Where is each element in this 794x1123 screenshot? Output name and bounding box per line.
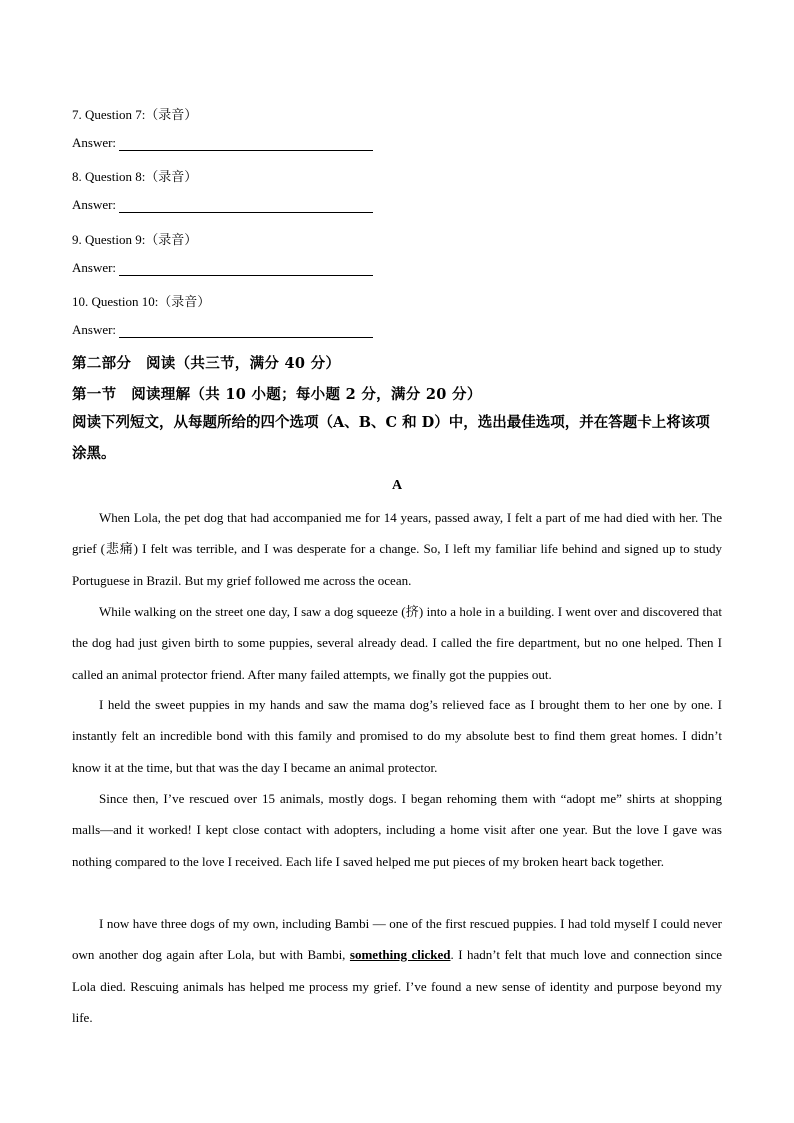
answer-line-7 (72, 135, 373, 151)
paragraph-5-text-end: . I hadn’t felt that much love and connection since Lola died. Rescuing animals has helped me process my grief. I’ve found a new sense of identity and purpose beyond my life. (72, 947, 722, 1025)
answer-label: Answer: (72, 260, 117, 275)
question-7: 7. Question 7:（录音） (72, 107, 198, 122)
section-heading: 第一节 阅读理解（共 10 小题；每小题 2 分，满分 20 分） (72, 386, 482, 403)
paragraph-4: Since then, I’ve rescued over 15 animals, mostly dogs. I began rehoming them with “adopt me” shirts at shopping malls—and it worked! I kept close contact with adopters, including a home visit after one year. But the love I gave was nothing compared to the love I received. Each life I saved helped me put pieces of my broken heart back together. (72, 791, 722, 869)
paragraph-3: I held the sweet puppies in my hands and saw the mama dog’s relieved face as I brought them to her one by one. I instantly felt an incredible bond with this family and promised to do my absolute best to find them great homes. I didn’t know it at the time, but that was the day I became an animal protector. (72, 697, 722, 775)
answer-line-10 (72, 322, 373, 338)
instructions: 阅读下列短文，从每题所给的四个选项（A、B、C 和 D）中，选出最佳选项，并在答题卡上将该项涂黑。 (72, 414, 710, 462)
answer-label: Answer: (72, 197, 117, 212)
paragraph-2: While walking on the street one day, I saw a dog squeeze (挤) into a hole in a building. I went over and discovered that the dog had just given birth to some puppies, several already dead. I called the fire department, but no one helped. Then I called an animal protector friend. After many failed attempts, we finally got the puppies out. (72, 604, 722, 682)
question-10: 10. Question 10:（录音） (72, 294, 211, 309)
paragraph-1: When Lola, the pet dog that had accompanied me for 14 years, passed away, I felt a part of me had died with her. The grief (悲痛) I felt was terrible, and I was desperate for a change. So, I left my familiar life behind and signed up to study Portuguese in Brazil. But my grief followed me across the ocean. (72, 510, 722, 588)
answer-blank[interactable] (119, 138, 373, 151)
answer-blank[interactable] (119, 263, 373, 276)
answer-line-8 (72, 197, 373, 213)
question-8: 8. Question 8:（录音） (72, 169, 198, 184)
paragraph-5 (72, 908, 722, 1033)
answer-line-9 (72, 260, 373, 276)
answer-blank[interactable] (119, 325, 373, 338)
part-heading: 第二部分 阅读（共三节，满分 40 分） (72, 355, 341, 372)
passage-title: A (391, 478, 403, 493)
answer-blank[interactable] (119, 200, 373, 213)
question-9: 9. Question 9:（录音） (72, 232, 198, 247)
answer-label: Answer: (72, 322, 117, 337)
paragraph-5-text-start: I now have three dogs of my own, including Bambi — one of the first rescued puppies. I had told myself I could never own another dog again after Lola, but with Bambi, (72, 916, 722, 963)
answer-label: Answer: (72, 135, 117, 150)
underlined-phrase: something clicked (349, 947, 451, 963)
